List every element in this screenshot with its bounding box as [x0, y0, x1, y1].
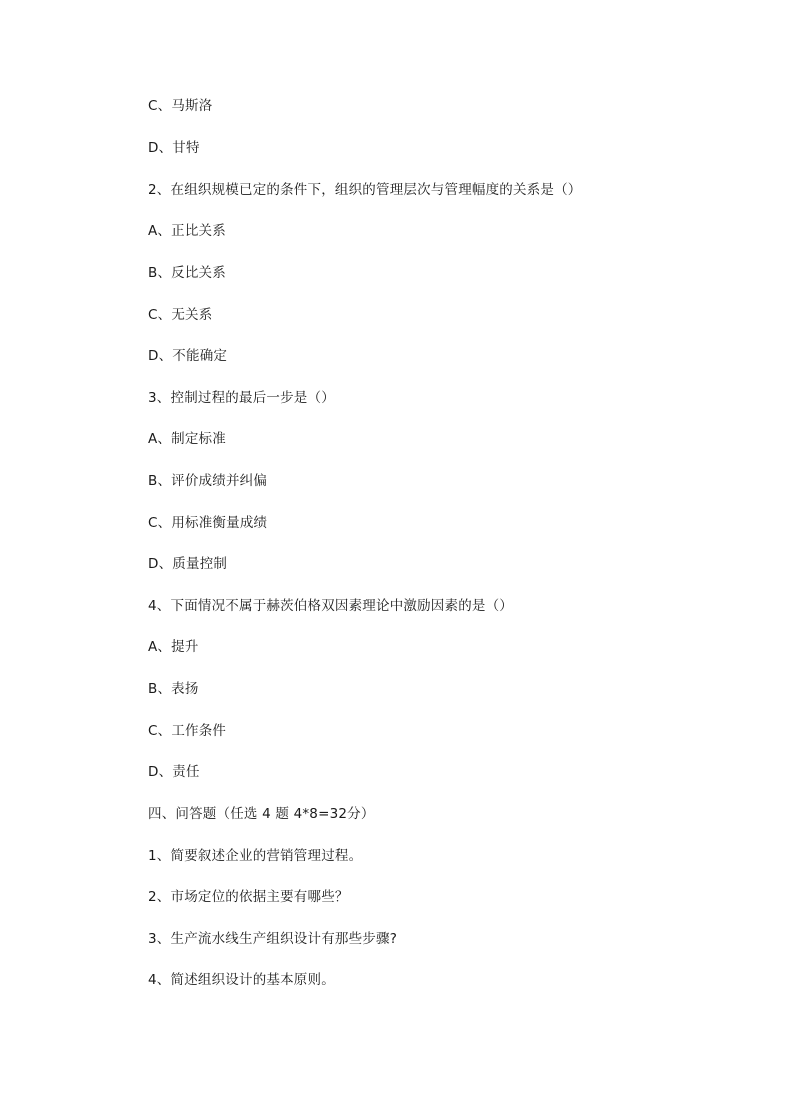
- question-2-line: 2、在组织规模已定的条件下，组织的管理层次与管理幅度的关系是（）: [148, 182, 582, 198]
- essay-question-2: 2、市场定位的依据主要有哪些？: [148, 889, 349, 905]
- q2-option-d-line: D、不能确定: [148, 348, 228, 364]
- q3-option-d-line: D、质量控制: [148, 556, 228, 572]
- option-c-line: C、马斯洛: [148, 98, 213, 114]
- q2-option-a-line: A、正比关系: [148, 223, 226, 239]
- q4-option-d-line: D、责任: [148, 764, 200, 780]
- q3-option-c-line: C、用标准衡量成绩: [148, 515, 268, 531]
- question-4-line: 4、下面情况不属于赫茨伯格双因素理论中激励因素的是（）: [148, 598, 513, 614]
- essay-question-1: 1、简要叙述企业的营销管理过程。: [148, 848, 363, 864]
- essay-question-3: 3、生产流水线生产组织设计有那些步骤?: [148, 931, 398, 947]
- q3-option-a-line: A、制定标准: [148, 431, 226, 447]
- q4-option-b-line: B、表扬: [148, 681, 199, 697]
- section-heading: 四、问答题（任选 4 题 4*8=32分）: [148, 806, 375, 822]
- q4-option-c-line: C、工作条件: [148, 723, 227, 739]
- essay-question-4: 4、简述组织设计的基本原则。: [148, 972, 335, 988]
- q2-option-c-line: C、无关系: [148, 307, 213, 323]
- option-d-line: D、甘特: [148, 140, 200, 156]
- q4-option-a-line: A、提升: [148, 639, 199, 655]
- question-3-line: 3、控制过程的最后一步是（）: [148, 390, 335, 406]
- q3-option-b-line: B、评价成绩并纠偏: [148, 473, 268, 489]
- q2-option-b-line: B、反比关系: [148, 265, 226, 281]
